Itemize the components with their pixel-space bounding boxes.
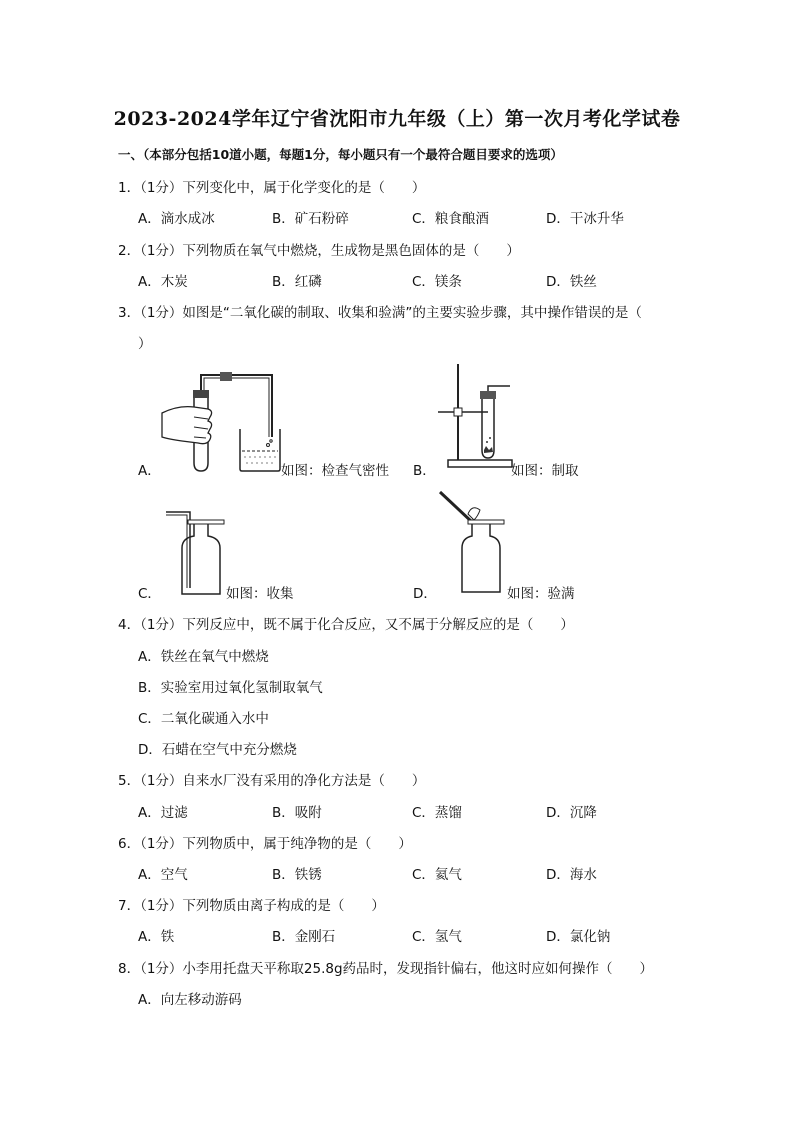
q5-option-d[interactable]: D．沉降 bbox=[546, 805, 597, 821]
q1-option-b[interactable]: B．矿石粉碎 bbox=[272, 211, 349, 227]
q2-option-c[interactable]: C．镁条 bbox=[412, 274, 462, 290]
q7-option-a[interactable]: A．铁 bbox=[138, 929, 175, 945]
question-3: 3．（1分）如图是“二氧化碳的制取、收集和验满”的主要实验步骤，其中操作错误的是（ bbox=[118, 305, 642, 321]
q6-option-d[interactable]: D．海水 bbox=[546, 867, 597, 883]
question-2: 2．（1分）下列物质在氧气中燃烧，生成物是黑色固体的是（ ） bbox=[118, 243, 520, 259]
q6-option-a[interactable]: A．空气 bbox=[138, 867, 188, 883]
q3-option-a-caption: 如图：检查气密性 bbox=[281, 463, 389, 479]
q4-option-a[interactable]: A．铁丝在氧气中燃烧 bbox=[138, 649, 269, 665]
q1-option-a[interactable]: A．滴水成冰 bbox=[138, 211, 215, 227]
q3-option-b-caption: 如图：制取 bbox=[511, 463, 579, 479]
section-heading: 一、（本部分包括10道小题，每题1分，每小题只有一个最符合题目要求的选项） bbox=[118, 147, 563, 162]
q8-option-a[interactable]: A．向左移动游码 bbox=[138, 992, 242, 1008]
q4-option-c[interactable]: C．二氧化碳通入水中 bbox=[138, 711, 269, 727]
q3-option-a-letter[interactable]: A． bbox=[138, 463, 161, 479]
question-3-paren-close: ） bbox=[138, 336, 152, 352]
q5-option-c[interactable]: C．蒸馏 bbox=[412, 805, 462, 821]
q1-option-c[interactable]: C．粮食酿酒 bbox=[412, 211, 489, 227]
q3-option-b-letter[interactable]: B． bbox=[413, 463, 436, 479]
q3-option-d-caption: 如图：验满 bbox=[507, 586, 575, 602]
question-1: 1．（1分）下列变化中，属于化学变化的是（ ） bbox=[118, 180, 426, 196]
question-5: 5．（1分）自来水厂没有采用的净化方法是（ ） bbox=[118, 773, 426, 789]
q2-option-b[interactable]: B．红磷 bbox=[272, 274, 322, 290]
q7-option-d[interactable]: D．氯化钠 bbox=[546, 929, 611, 945]
page-title: 2023-2024学年辽宁省沈阳市九年级（上）第一次月考化学试卷 bbox=[113, 108, 681, 130]
q4-option-d[interactable]: D．石蜡在空气中充分燃烧 bbox=[138, 742, 297, 758]
q4-option-b[interactable]: B．实验室用过氧化氢制取氧气 bbox=[138, 680, 323, 696]
preparation-figure bbox=[436, 362, 514, 472]
airtight-check-figure bbox=[160, 365, 284, 477]
q2-option-d[interactable]: D．铁丝 bbox=[546, 274, 597, 290]
q3-option-d-letter[interactable]: D． bbox=[413, 586, 437, 602]
q6-option-c[interactable]: C．氦气 bbox=[412, 867, 462, 883]
full-check-figure bbox=[438, 490, 508, 596]
question-6: 6．（1分）下列物质中，属于纯净物的是（ ） bbox=[118, 836, 412, 852]
q5-option-a[interactable]: A．过滤 bbox=[138, 805, 188, 821]
q7-option-b[interactable]: B．金刚石 bbox=[272, 929, 336, 945]
q1-option-d[interactable]: D．干冰升华 bbox=[546, 211, 624, 227]
q7-option-c[interactable]: C．氢气 bbox=[412, 929, 462, 945]
question-7: 7．（1分）下列物质由离子构成的是（ ） bbox=[118, 898, 385, 914]
q2-option-a[interactable]: A．木炭 bbox=[138, 274, 188, 290]
q5-option-b[interactable]: B．吸附 bbox=[272, 805, 322, 821]
q6-option-b[interactable]: B．铁锈 bbox=[272, 867, 322, 883]
q3-option-c-caption: 如图：收集 bbox=[226, 586, 294, 602]
question-8: 8．（1分）小李用托盘天平称取25.8g药品时，发现指针偏右，他这时应如何操作（ ） bbox=[118, 961, 654, 977]
collection-figure bbox=[164, 506, 226, 598]
question-4: 4．（1分）下列反应中，既不属于化合反应，又不属于分解反应的是（ ） bbox=[118, 617, 574, 633]
q3-option-c-letter[interactable]: C． bbox=[138, 586, 161, 602]
